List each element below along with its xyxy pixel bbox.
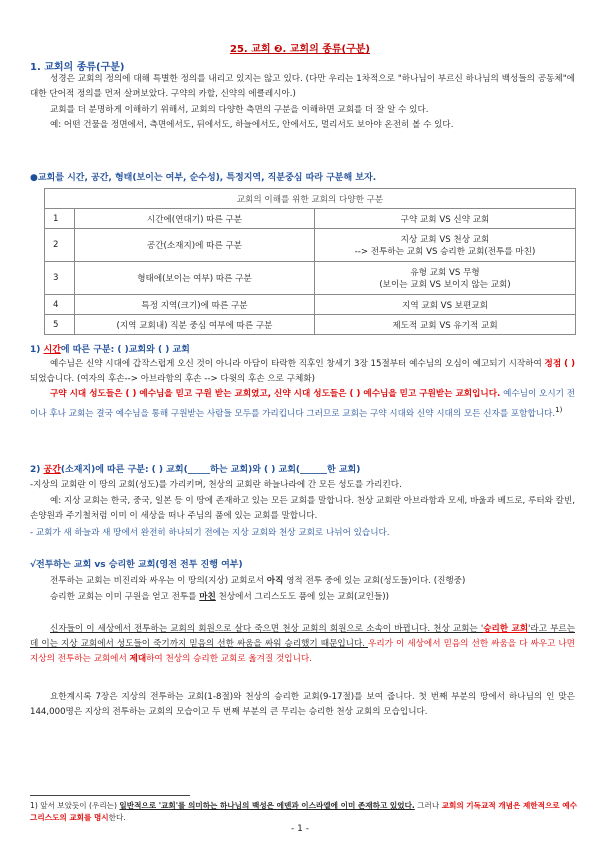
- section1-paragraph-2: 교회를 더 분명하게 이해하기 위해서, 교회의 다양한 측면의 구분을 이해하면 교회를 더 잘 알 수 있다.: [50, 105, 429, 115]
- section1-heading: 1. 교회의 종류(구분): [30, 62, 125, 73]
- battle-paragraph-3: 신자들이 이 세상에서 전투하는 교회의 회원으로 살다 죽으면 천상 교회의 회원으로 소속이 바뀝니다. 천상 교회는 '승리한 교회'라고 부르는데 이는 지상 교회에서 성도들이 죽기까지 믿음의 선한 싸움을 싸워 승리했기 때문입니다. 우리가 이 세상에서 믿음의 선한 싸움을 다 싸우고 나면 지상의 전투하는 교회에서 제대하여 천상의 승리한 교회로 옮겨질 것입니다.: [30, 624, 575, 664]
- section1-paragraph-1: 성경은 교회의 정의에 대해 특별한 정의를 내리고 있지는 않고 있다. (다만 우리는 1차적으로 "하나님이 부르신 하나님의 백성들의 공동체"에 대한 단어적 정의를 먼저 살펴보았다. 구약의 카할, 신약의 에클레시아.): [30, 74, 575, 99]
- section1-paragraph-3: 예: 어떤 건물을 정면에서, 측면에서도, 뒤에서도, 하늘에서도, 안에서도, 멀리서도 보아야 온전히 볼 수 있다.: [50, 120, 454, 130]
- bullet-heading: ●교회를 시간, 공간, 형태(보이는 여부, 순수성), 특정지역, 직분중심 따라 구분해 보자.: [30, 173, 377, 183]
- row-number: 4: [45, 295, 75, 315]
- row-basis: 형태에(보이는 여부) 따른 구분: [75, 262, 315, 295]
- row-number: 3: [45, 262, 75, 295]
- row-result: 유형 교회 VS 무형 (보이는 교회 VS 보이지 않는 교회): [315, 262, 576, 295]
- church-division-table: [44, 188, 576, 335]
- row-number: 2: [45, 229, 75, 262]
- space-division-paragraph-2: 예: 지상 교회는 한국, 중국, 일본 등 이 땅에 존재하고 있는 모든 교회를 말합니다. 천상 교회란 아브라함과 모세, 바울과 베드로, 루터와 칼빈, 손양원과 주기철처럼 이미 이 세상을 떠나 주님의 품에 있는 교회를 말합니다.: [30, 496, 575, 521]
- row-result: 구약 교회 VS 신약 교회: [315, 209, 576, 229]
- table-row: [45, 295, 576, 315]
- table-header: 교회의 이해를 위한 교회의 다양한 구분: [45, 189, 576, 209]
- time-division-paragraph-2: 구약 시대 성도들은 ( ) 예수님을 믿고 구원 받는 교회였고, 신약 시대 성도들은 ( ) 예수님을 믿고 구원받는 교회입니다. 예수님이 오시기 전이나 후나 교회는 결국 예수님을 통해 구원받는 사람들 모두를 가리킵니다 그러므로 교회는 구약 시대와 신약 시대의 모든 신자를 포함합니다.$^{1)}$: [30, 389, 576, 419]
- time-division-paragraph-1: 예수님은 신약 시대에 갑작스럽게 오신 것이 아니라 아담이 타락한 직후인 창세기 3장 15절부터 예수님의 오심이 예고되기 시작하여 정점 ( )되었습니다. (여자의 후손--> 아브라함의 후손 --> 다윗의 후손 으로 구체화): [30, 359, 575, 384]
- table-row: [45, 229, 576, 262]
- page-number: - 1 -: [291, 824, 309, 834]
- table-row: [45, 209, 576, 229]
- footnote: 1) 앞서 보았듯이 (우리는) 일반적으로 '교회'를 의미하는 하나님의 백성은 에덴과 이스라엘에 이미 존재하고 있었다. 그러나 교회의 기독교적 개념은 제한적으로 예수 그리스도의 교회를 명시한다.: [30, 801, 577, 822]
- space-division-paragraph-1: -지상의 교회란 이 땅의 교회(성도)를 가리키며, 천상의 교회란 하늘나라에 간 모든 성도를 가리킨다.: [30, 480, 402, 490]
- table-row: [45, 262, 576, 295]
- battle-paragraph-1: 전투하는 교회는 비진리와 싸우는 이 땅의(지상) 교회로서 아직 영적 전투 중에 있는 교회(성도들)이다. (진행중): [50, 576, 466, 586]
- row-basis: (지역 교회내) 직분 중심 여부에 따른 구분: [75, 315, 315, 335]
- battle-paragraph-2: 승리한 교회는 이미 구원을 얻고 전투를 마친 천상에서 그리스도도 품에 있는 교회(교인들)): [50, 592, 389, 602]
- time-division-heading: 1) 시간에 따른 구분: ( )교회와 ( ) 교회: [30, 345, 190, 355]
- footnote-divider: [30, 795, 190, 796]
- row-basis: 특정 지역(크기)에 따른 구분: [75, 295, 315, 315]
- space-division-heading: 2) 공간(소재지)에 따른 구분: ( ) 교회(_____하는 교회)와 ( ) 교회(______한 교회): [30, 465, 361, 475]
- row-result: 지상 교회 VS 천상 교회 --> 전투하는 교회 VS 승리한 교회(전투를 마친): [315, 229, 576, 262]
- row-basis: 시간에(연대기) 따른 구분: [75, 209, 315, 229]
- row-basis: 공간(소재지)에 따른 구분: [75, 229, 315, 262]
- space-division-paragraph-3: - 교회가 새 하늘과 새 땅에서 완전히 하나되기 전에는 지상 교회와 천상 교회로 나뉘어 있습니다.: [30, 528, 390, 538]
- table-row: [45, 315, 576, 335]
- battle-paragraph-4: 요한계시록 7장은 지상의 전투하는 교회(1-8절)와 천상의 승리한 교회(9-17절)를 보여 줍니다. 첫 번째 부분의 땅에서 하나님의 인 맞은 144,000명은 지상의 전투하는 교회의 모습이고 두 번째 부분의 큰 무리는 승리한 천상 교회의 모습입니다.: [30, 692, 575, 717]
- row-result: 제도적 교회 VS 유기적 교회: [315, 315, 576, 335]
- row-result: 지역 교회 VS 보편교회: [315, 295, 576, 315]
- row-number: 1: [45, 209, 75, 229]
- page-title: 25. 교회 ❷. 교회의 종류(구분): [230, 44, 370, 55]
- battle-victory-heading: √전투하는 교회 vs 승리한 교회(영전 전투 진행 여부): [30, 560, 243, 570]
- row-number: 5: [45, 315, 75, 335]
